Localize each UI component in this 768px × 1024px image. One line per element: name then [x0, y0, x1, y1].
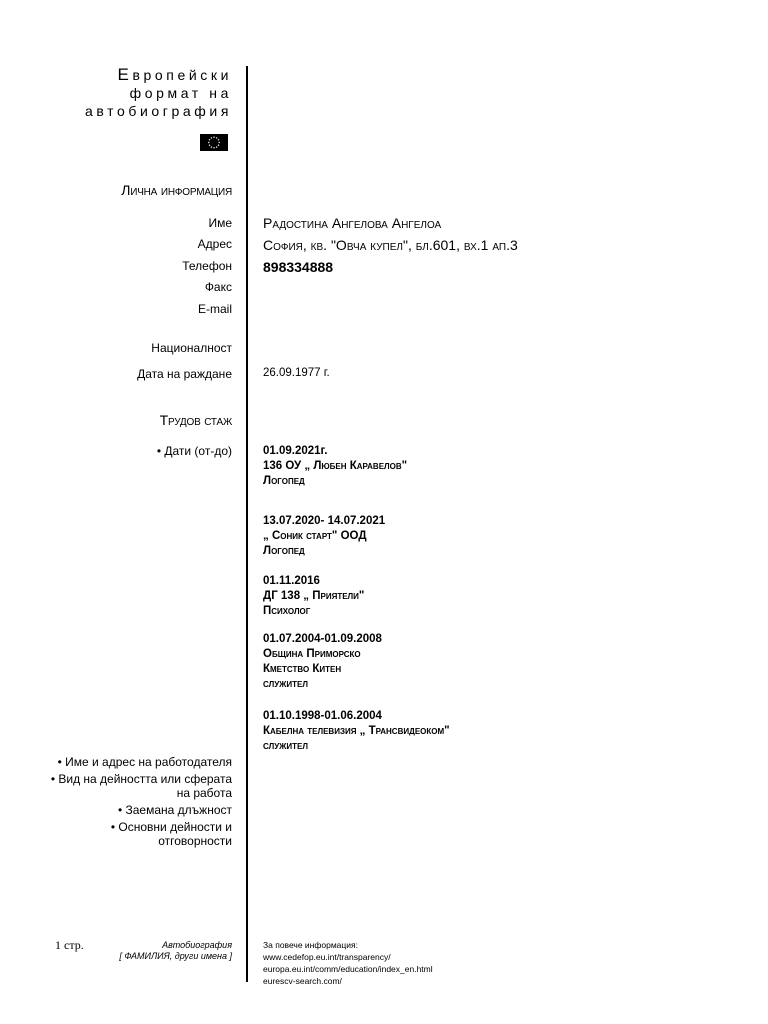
job-line: Кметство Китен [263, 663, 342, 675]
eu-flag-icon [200, 134, 228, 151]
name-value: Радостина Ангелова Ангелоа [263, 215, 442, 231]
footer-more-info [263, 939, 433, 987]
column-divider [246, 66, 248, 982]
job-line: 136 ОУ „ Любен Каравелов" [263, 460, 408, 472]
activity-label: • Вид на дейността или сферата на работа [50, 772, 232, 800]
job-date: 13.07.2020- 14.07.2021 [263, 515, 386, 527]
address-value: София, кв. "Овча купел", бл.601, вх.1 ап.3 [263, 237, 518, 253]
section-title-personal: Лична информация [121, 182, 232, 198]
job-date: 01.07.2004-01.09.2008 [263, 633, 382, 645]
job-entry [263, 574, 364, 619]
fax-label: Факс [204, 280, 232, 294]
job-date: 01.10.1998-01.06.2004 [263, 710, 382, 722]
section-title-work: Трудов стаж [159, 412, 232, 428]
name-label: Име [208, 216, 232, 230]
duties-label: • Основни дейности и отговорности [110, 820, 232, 848]
birth-date-value: 26.09.1977 г. [263, 367, 330, 379]
job-line: Логопед [263, 545, 305, 557]
cv-title-line-2: формат на [129, 85, 232, 101]
cv-title-line-1: Европейски [117, 65, 232, 84]
job-line: Община Приморско [263, 648, 361, 660]
footer-link[interactable]: eurescv-search.com/ [263, 976, 342, 986]
position-label: • Заемана длъжност [117, 803, 232, 817]
cv-title-line-3: автобиография [85, 103, 232, 119]
job-date: 01.11.2016 [263, 575, 320, 587]
footer-cv-title: Автобиография [162, 940, 232, 950]
job-line: ДГ 138 „ Приятели" [263, 590, 365, 602]
nationality-label: Националност [151, 341, 232, 355]
footer-more-info-title: За повече информация: [263, 940, 358, 950]
footer-cv-label [119, 940, 232, 962]
phone-value: 898334888 [263, 259, 334, 275]
employer-label: • Име и адрес на работодателя [57, 755, 232, 769]
job-entry [263, 444, 407, 489]
dates-label: • Дати (от-до) [156, 444, 232, 458]
footer-link[interactable]: europa.eu.int/comm/education/index_en.html [263, 964, 433, 974]
address-label: Адрес [197, 237, 232, 251]
page-number: 1 стр. [55, 938, 84, 952]
job-entry [263, 709, 450, 754]
job-entry [263, 632, 382, 692]
job-line: служител [263, 740, 308, 752]
phone-label: Телефон [182, 259, 232, 273]
job-line: Логопед [263, 475, 305, 487]
footer-link[interactable]: www.cedefop.eu.int/transparency/ [263, 952, 391, 962]
footer-name-placeholder: [ ФАМИЛИЯ, други имена ] [119, 951, 232, 961]
job-date: 01.09.2021г. [263, 445, 328, 457]
job-line: Психолог [263, 605, 311, 617]
birth-date-label: Дата на раждане [137, 367, 232, 381]
email-label: E-mail [197, 302, 232, 316]
job-line: „ Соник старт" ООД [263, 530, 367, 542]
job-line: Кабелна телевизия „ Трансвидеоком" [263, 725, 450, 737]
job-line: служител [263, 678, 308, 690]
cv-title [85, 66, 232, 120]
job-entry [263, 514, 385, 559]
